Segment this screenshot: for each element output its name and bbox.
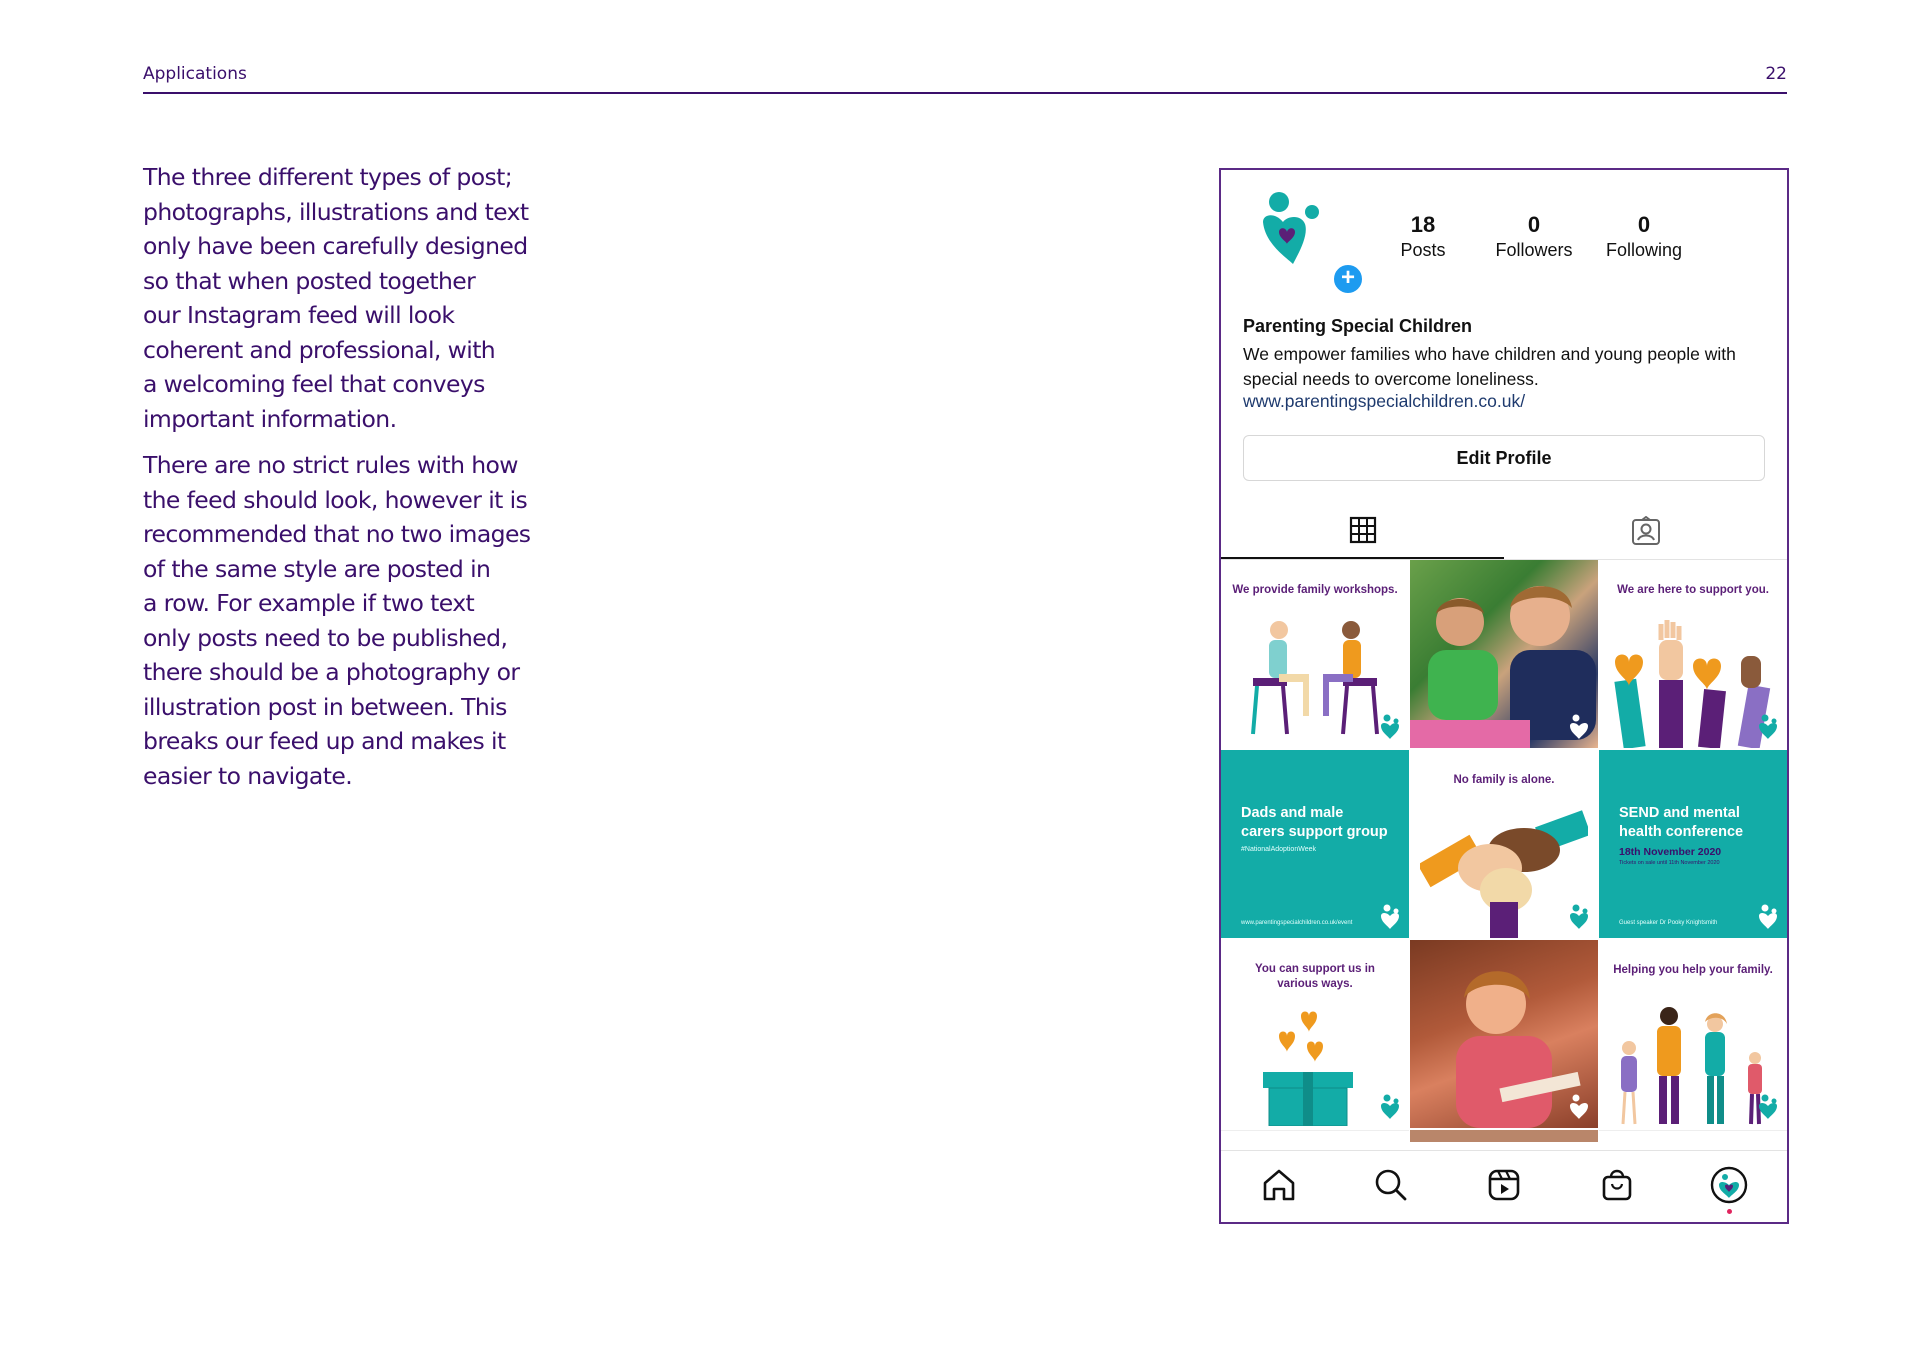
posts-count[interactable]: 18 Posts bbox=[1400, 212, 1446, 260]
post-grid bbox=[1221, 560, 1787, 1142]
bottom-nav bbox=[1221, 1150, 1787, 1223]
post-partial bbox=[1410, 1130, 1598, 1142]
add-story-icon[interactable]: + bbox=[1331, 262, 1365, 296]
tagged-icon[interactable] bbox=[1631, 516, 1661, 546]
body-copy bbox=[143, 160, 543, 805]
joined-hands-illustration bbox=[1420, 798, 1588, 938]
brand-mark-icon bbox=[1568, 1094, 1590, 1120]
post-dads-group[interactable]: Dads and male carers support group #NationalAdoptionWeek www.parentingspecialchildren.co.uk/event bbox=[1221, 750, 1409, 938]
gift-box-illustration bbox=[1261, 1006, 1361, 1126]
notification-dot bbox=[1727, 1209, 1732, 1214]
brand-mark-icon bbox=[1379, 1094, 1401, 1120]
profile-logo[interactable] bbox=[1257, 192, 1329, 282]
post-support-ways[interactable]: You can support us in various ways. bbox=[1221, 940, 1409, 1128]
post-helping-family[interactable]: Helping you help your family. bbox=[1599, 940, 1787, 1128]
brand-mark-icon bbox=[1568, 904, 1590, 930]
brand-mark-icon bbox=[1568, 714, 1590, 740]
brand-mark-icon bbox=[1379, 904, 1401, 930]
profile-bio: We empower families who have children and young people with special needs to overcome loneliness. bbox=[1243, 344, 1736, 389]
post-partial bbox=[1599, 1130, 1787, 1142]
search-icon[interactable] bbox=[1371, 1165, 1411, 1205]
following-count[interactable]: 0 Following bbox=[1605, 212, 1683, 260]
edit-profile-button[interactable]: Edit Profile bbox=[1243, 435, 1765, 481]
home-icon[interactable] bbox=[1259, 1165, 1299, 1205]
post-photo-boys[interactable] bbox=[1410, 560, 1598, 748]
brand-mark-icon bbox=[1379, 714, 1401, 740]
followers-count[interactable]: 0 Followers bbox=[1495, 212, 1573, 260]
post-photo-girl[interactable] bbox=[1410, 940, 1598, 1128]
profile-avatar-icon[interactable] bbox=[1709, 1165, 1749, 1205]
brand-mark-icon bbox=[1757, 714, 1779, 740]
event-date: 18th November 2020 bbox=[1619, 846, 1722, 858]
brand-mark-icon bbox=[1757, 904, 1779, 930]
post-send-conference[interactable]: SEND and mental health conference 18th November 2020 Tickets on sale until 11th November 2020 Guest speaker Dr Pooky Knightsmith bbox=[1599, 750, 1787, 938]
reels-icon[interactable] bbox=[1484, 1165, 1524, 1205]
post-support[interactable]: We are here to support you. bbox=[1599, 560, 1787, 748]
profile-tabs bbox=[1221, 500, 1787, 548]
paragraph-1: The three different types of post; photographs, illustrations and text only have been carefully designed so that when posted together our Instagram feed will look coherent and professional, with a welcoming feel that conveys important information. bbox=[143, 163, 529, 433]
post-partial bbox=[1221, 1130, 1409, 1142]
shop-icon[interactable] bbox=[1597, 1165, 1637, 1205]
grid-icon[interactable] bbox=[1349, 516, 1377, 544]
instagram-profile-mockup bbox=[1219, 168, 1789, 1224]
section-title: Applications bbox=[143, 64, 247, 84]
profile-link[interactable]: www.parentingspecialchildren.co.uk/ bbox=[1243, 391, 1526, 411]
brand-mark-icon bbox=[1757, 1094, 1779, 1120]
ticket-note: Tickets on sale until 11th November 2020 bbox=[1619, 860, 1720, 866]
paragraph-2: There are no strict rules with how the feed should look, however it is recommended that no two images of the same style are posted in a row. For example if two text only posts need to be published, there should be a photography or illustration post in between. This breaks our feed up and makes it easier to navigate. bbox=[143, 451, 531, 790]
header-divider bbox=[143, 92, 1787, 94]
profile-name: Parenting Special Children bbox=[1243, 316, 1473, 336]
post-no-family-alone[interactable]: No family is alone. bbox=[1410, 750, 1598, 938]
workshop-illustration bbox=[1239, 616, 1391, 736]
post-workshops[interactable]: We provide family workshops. bbox=[1221, 560, 1409, 748]
family-illustration bbox=[1607, 1006, 1779, 1128]
page-number: 22 bbox=[1765, 64, 1787, 84]
raised-hands-illustration bbox=[1609, 620, 1777, 748]
